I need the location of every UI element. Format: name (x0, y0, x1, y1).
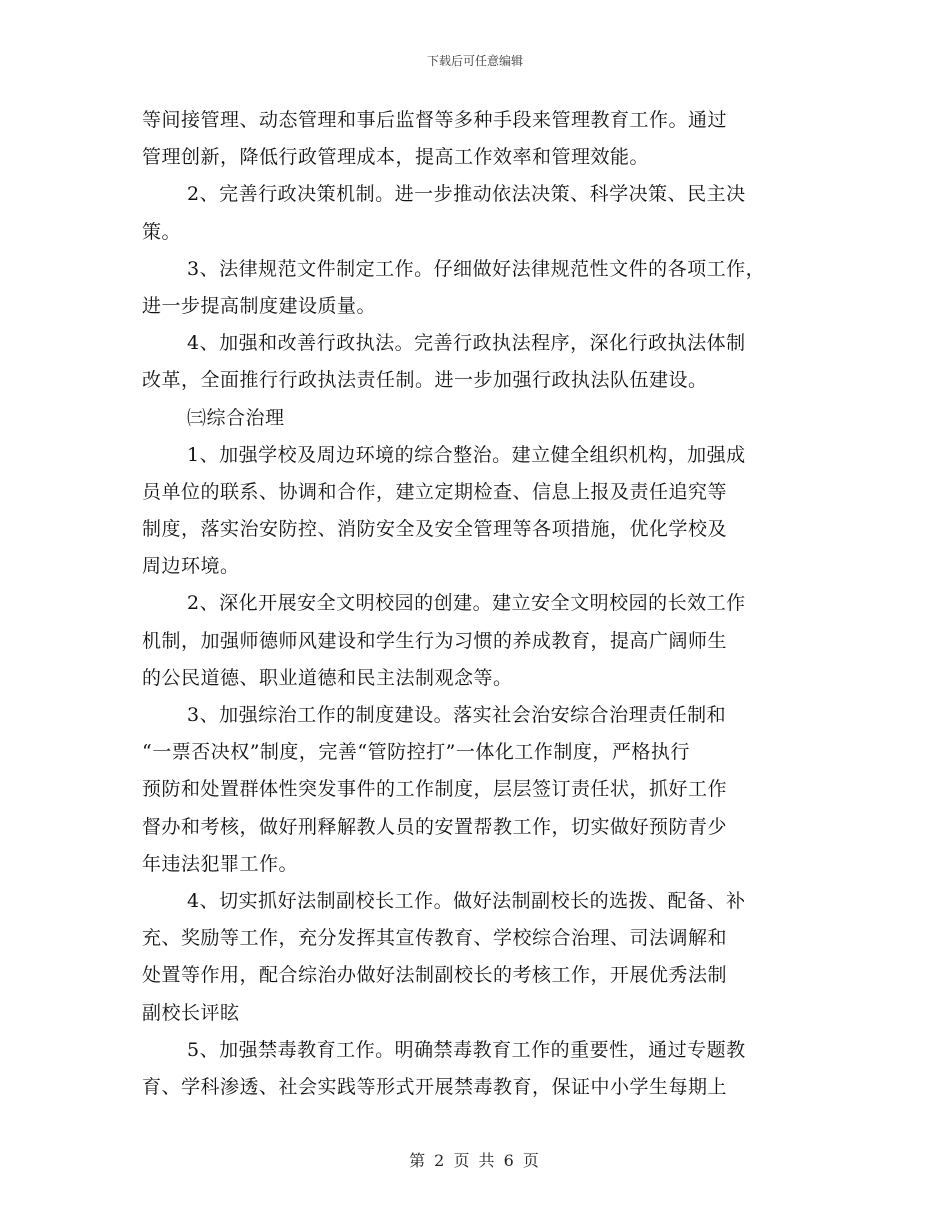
body-line: 制度，落实治安防控、消防安全及安全管理等各项措施，优化学校及 (142, 518, 728, 541)
page-footer: 第 2 页 共 6 页 (409, 1151, 541, 1170)
body-line: 2、深化开展安全文明校园的创建。建立安全文明校园的长效工作 (187, 592, 746, 615)
body-line: 副校长评眩 (142, 1001, 240, 1024)
body-line: 4、切实抓好法制副校长工作。做好法制副校长的选拨、配备、补 (187, 889, 746, 912)
body-line: 管理创新，降低行政管理成本，提高工作效率和管理效能。 (142, 146, 650, 169)
page-header: 下载后可任意编辑 (426, 54, 523, 68)
body-line: 5、加强禁毒教育工作。明确禁毒教育工作的重要性，通过专题教 (187, 1038, 746, 1061)
body-line: 员单位的联系、协调和合作，建立定期检查、信息上报及责任追究等 (142, 480, 728, 503)
section-heading: ㈢综合治理 (187, 406, 285, 429)
body-line: 等间接管理、动态管理和事后监督等多种手段来管理教育工作。通过 (142, 109, 728, 131)
document-body (142, 102, 822, 1106)
body-line: 周边环境。 (142, 555, 240, 578)
body-line: 年违法犯罪工作。 (142, 852, 299, 875)
body-line: “一票否决权”制度，完善“管防控打”一体化工作制度，严格执行 (142, 741, 690, 764)
body-line: 1、加强学校及周边环境的综合整治。建立健全组织机构，加强成 (187, 443, 746, 466)
body-line: 育、学科渗透、社会实践等形式开展禁毒教育，保证中小学生每期上 (142, 1075, 728, 1098)
body-line: 的公民道德、职业道德和民主法制观念等。 (142, 666, 513, 689)
body-line: 预防和处置群体性突发事件的工作制度，层层签订责任状，抓好工作 (142, 778, 728, 801)
body-line: 2、完善行政决策机制。进一步推动依法决策、科学决策、民主决 (187, 183, 746, 206)
body-line: 3、加强综治工作的制度建设。落实社会治安综合治理责任制和 (187, 704, 727, 726)
body-line: 4、加强和改善行政执法。完善行政执法程序，深化行政执法体制 (187, 332, 746, 355)
body-line: 充、奖励等工作，充分发挥其宣传教育、学校综合治理、司法调解和 (142, 927, 728, 950)
body-line: 机制，加强师德师风建设和学生行为习惯的养成教育，提高广阔师生 (142, 629, 728, 652)
body-line: 改革，全面推行行政执法责任制。进一步加强行政执法队伍建设。 (142, 369, 708, 392)
body-line: 督办和考核，做好刑释解教人员的安置帮教工作，切实做好预防青少 (142, 815, 728, 838)
body-line: 策。 (142, 220, 182, 243)
body-line: 处置等作用，配合综治办做好法制副校长的考核工作，开展优秀法制 (142, 964, 728, 987)
body-line: 进一步提高制度建设质量。 (142, 294, 377, 317)
body-line: 3、法律规范文件制定工作。仔细做好法律规范性文件的各项工作， (187, 257, 766, 280)
